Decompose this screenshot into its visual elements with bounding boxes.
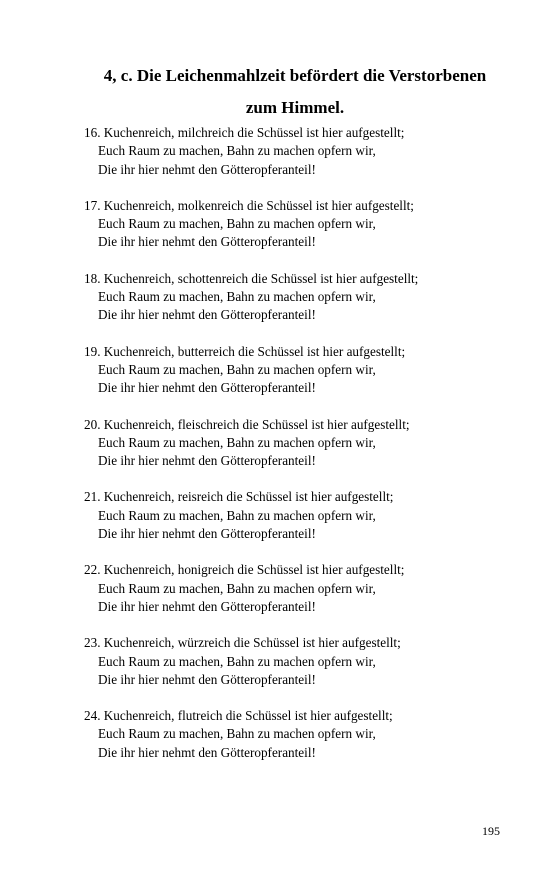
- verse-line: 21. Kuchenreich, reisreich die Schüssel ist hier aufgestellt;: [84, 489, 394, 505]
- verse-line: 19. Kuchenreich, butterreich die Schüssel ist hier aufgestellt;: [84, 343, 406, 359]
- section-title-line-1: 4, c. Die Leichenmahlzeit befördert die Verstorbenen: [103, 66, 487, 85]
- verse-line: Die ihr hier nehmt den Götteropferanteil!: [98, 671, 316, 687]
- verse-line: Die ihr hier nehmt den Götteropferanteil!: [98, 234, 316, 250]
- verse-line: Euch Raum zu machen, Bahn zu machen opfern wir,: [98, 289, 376, 305]
- verse-line: Die ihr hier nehmt den Götteropferanteil!: [98, 526, 316, 542]
- verse-line: Die ihr hier nehmt den Götteropferanteil!: [98, 744, 316, 760]
- verse-17: [84, 197, 524, 252]
- verse-line: Die ihr hier nehmt den Götteropferanteil!: [98, 380, 316, 396]
- section-title: [0, 60, 550, 124]
- verse-line: Euch Raum zu machen, Bahn zu machen opfern wir,: [98, 434, 376, 450]
- verse-line: Die ihr hier nehmt den Götteropferanteil!: [98, 161, 316, 177]
- verse-line: 22. Kuchenreich, honigreich die Schüssel ist hier aufgestellt;: [84, 562, 405, 578]
- verse-22: [84, 561, 524, 616]
- verse-line: 23. Kuchenreich, würzreich die Schüssel ist hier aufgestellt;: [84, 635, 401, 651]
- verse-16: [84, 124, 524, 179]
- verse-line: Euch Raum zu machen, Bahn zu machen opfern wir,: [98, 143, 376, 159]
- verse-list: [84, 124, 524, 780]
- verse-line: Die ihr hier nehmt den Götteropferanteil!: [98, 453, 316, 469]
- verse-line: 20. Kuchenreich, fleischreich die Schüssel ist hier aufgestellt;: [84, 416, 410, 432]
- page-number: 195: [482, 824, 500, 838]
- verse-line: 24. Kuchenreich, flutreich die Schüssel ist hier aufgestellt;: [84, 708, 393, 724]
- verse-line: 17. Kuchenreich, molkenreich die Schüssel ist hier aufgestellt;: [84, 197, 414, 213]
- verse-line: Euch Raum zu machen, Bahn zu machen opfern wir,: [98, 216, 376, 232]
- verse-line: Euch Raum zu machen, Bahn zu machen opfern wir,: [98, 361, 376, 377]
- section-title-line-2: zum Himmel.: [245, 98, 345, 117]
- verse-line: 18. Kuchenreich, schottenreich die Schüssel ist hier aufgestellt;: [84, 270, 419, 286]
- verse-18: [84, 270, 524, 325]
- verse-23: [84, 634, 524, 689]
- verse-24: [84, 707, 524, 762]
- verse-line: Die ihr hier nehmt den Götteropferanteil!: [98, 598, 316, 614]
- verse-line: Euch Raum zu machen, Bahn zu machen opfern wir,: [98, 507, 376, 523]
- verse-20: [84, 416, 524, 471]
- verse-21: [84, 488, 524, 543]
- verse-19: [84, 343, 524, 398]
- verse-line: Euch Raum zu machen, Bahn zu machen opfern wir,: [98, 653, 376, 669]
- verse-line: Euch Raum zu machen, Bahn zu machen opfern wir,: [98, 580, 376, 596]
- verse-line: 16. Kuchenreich, milchreich die Schüssel ist hier aufgestellt;: [84, 125, 405, 140]
- verse-line: Die ihr hier nehmt den Götteropferanteil!: [98, 307, 316, 323]
- verse-line: Euch Raum zu machen, Bahn zu machen opfern wir,: [98, 726, 376, 742]
